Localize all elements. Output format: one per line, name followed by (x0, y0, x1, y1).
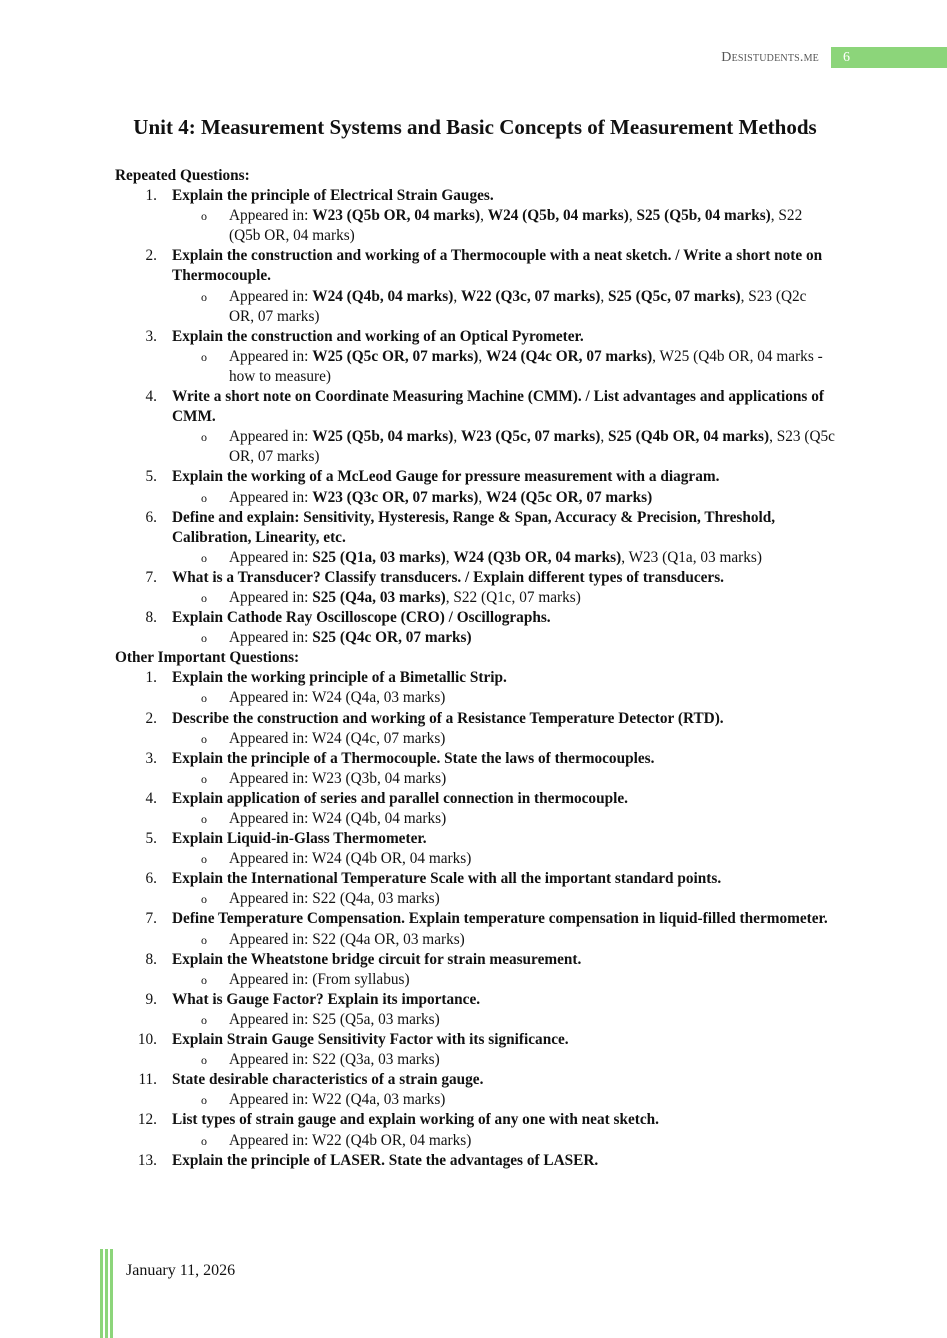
question-item (115, 186, 835, 206)
repeated-questions-list (115, 186, 835, 648)
question-text: Explain the International Temperature Scale with all the important standard points. (172, 870, 722, 888)
question-item (115, 246, 835, 286)
appeared-in-text: Appeared in: W23 (Q3b, 04 marks) (229, 769, 447, 787)
question-text: Explain the principle of Electrical Strain Gauges. (172, 187, 494, 205)
appeared-in-line (115, 849, 835, 869)
appeared-in-text: Appeared in: W24 (Q4b OR, 04 marks) (229, 850, 472, 868)
appeared-in-text: Appeared in: S22 (Q4a OR, 03 marks) (229, 930, 465, 948)
appeared-prefix: Appeared in: (229, 347, 313, 365)
question-item (115, 1110, 835, 1130)
question-item (115, 668, 835, 688)
bullet-icon: o (201, 1133, 207, 1148)
question-text-wrap (157, 508, 835, 548)
appeared-in-text (229, 628, 835, 648)
appeared-segment: W24 (Q5c OR, 07 marks) (486, 488, 653, 506)
site-brand: Desistudents.me (721, 49, 819, 65)
appeared-segment: W25 (Q5c OR, 07 marks) (312, 347, 479, 365)
question-item (115, 568, 835, 588)
question-text-wrap (157, 869, 721, 889)
appeared-segment: W24 (Q3b OR, 04 marks) (453, 548, 622, 566)
question-text-wrap (157, 909, 828, 929)
appeared-in-line (115, 347, 835, 387)
question-text: Define and explain: Sensitivity, Hysteresis, Range & Span, Accuracy & Precision, Threshold, Calibration, Linearity, etc. (172, 508, 776, 546)
question-number: 7. (145, 568, 157, 586)
question-text-wrap (157, 950, 581, 970)
question-number: 4. (145, 388, 157, 406)
appeared-segment: W24 (Q4c OR, 07 marks) (486, 347, 653, 365)
question-number: 4. (145, 789, 157, 807)
question-number: 1. (145, 669, 157, 687)
appeared-in-line (115, 427, 835, 467)
appeared-in-line (115, 889, 835, 909)
question-text-wrap (157, 1151, 598, 1171)
question-text-wrap (157, 990, 480, 1010)
bullet-icon: o (201, 209, 207, 224)
appeared-in-line (115, 930, 835, 950)
document-body (115, 166, 835, 1171)
question-number: 8. (145, 609, 157, 627)
appeared-segment: , W25 (Q4b OR, 04 marks - how to measure) (229, 347, 823, 385)
bullet-icon: o (201, 691, 207, 706)
question-text-wrap (157, 1110, 659, 1130)
page-header (721, 47, 947, 68)
question-text-wrap (157, 608, 551, 628)
appeared-segment: S25 (Q4c OR, 07 marks) (312, 629, 472, 647)
bullet-icon: o (201, 430, 207, 445)
footer-bar (100, 1249, 103, 1338)
appeared-in-text: Appeared in: W22 (Q4a, 03 marks) (229, 1091, 446, 1109)
question-text: Explain the principle of a Thermocouple. State the laws of thermocouples. (172, 749, 655, 767)
appeared-in-text: Appeared in: W24 (Q4b, 04 marks) (229, 810, 447, 827)
question-text: What is Gauge Factor? Explain its importance. (172, 990, 481, 1008)
question-text: Describe the construction and working of a Resistance Temperature Detector (RTD). (172, 709, 724, 727)
bullet-icon: o (201, 550, 207, 565)
question-item (115, 1151, 835, 1171)
question-item (115, 950, 835, 970)
appeared-segment: , S22 (Q1c, 07 marks) (445, 588, 581, 606)
appeared-segment: , (478, 488, 487, 506)
other-questions-list (115, 668, 835, 1170)
question-number: 5. (145, 468, 157, 486)
appeared-segment: S25 (Q4a, 03 marks) (312, 588, 446, 606)
appeared-segment: W23 (Q5b OR, 04 marks) (312, 207, 481, 225)
appeared-prefix: Appeared in: (229, 428, 313, 446)
appeared-segment: W24 (Q5b, 04 marks) (487, 207, 629, 225)
bullet-icon: o (201, 349, 207, 364)
other-questions-heading: Other Important Questions: (115, 649, 300, 667)
question-text-wrap (157, 1070, 483, 1090)
question-text-wrap (157, 387, 835, 427)
question-text: State desirable characteristics of a strain gauge. (172, 1071, 484, 1089)
question-number: 6. (145, 870, 157, 888)
appeared-segment: S25 (Q5b, 04 marks) (636, 207, 771, 225)
question-text-wrap (157, 1030, 569, 1050)
bullet-icon: o (201, 932, 207, 947)
question-text-wrap (157, 749, 654, 769)
footer-bar (110, 1249, 113, 1338)
question-text: Explain Liquid-in-Glass Thermometer. (172, 830, 427, 848)
appeared-prefix: Appeared in: (229, 588, 313, 606)
appeared-prefix: Appeared in: (229, 488, 313, 506)
appeared-in-line (115, 729, 835, 749)
appeared-in-text (229, 287, 835, 327)
question-text: Explain Cathode Ray Oscilloscope (CRO) / Oscillographs. (172, 609, 551, 627)
bullet-icon: o (201, 1012, 207, 1027)
question-number: 11. (138, 1071, 157, 1089)
question-text: What is a Transducer? Classify transducers. / Explain different types of transducers. (172, 568, 724, 586)
question-number: 6. (145, 508, 157, 526)
question-text: Explain the construction and working of an Optical Pyrometer. (172, 327, 584, 345)
appeared-in-text: Appeared in: S22 (Q3a, 03 marks) (229, 1051, 440, 1069)
appeared-in-line (115, 1010, 835, 1030)
question-text-wrap (157, 467, 719, 487)
question-text-wrap (157, 246, 835, 286)
appeared-in-line (115, 548, 835, 568)
appeared-segment: W23 (Q5c, 07 marks) (461, 428, 601, 446)
appeared-segment: , (600, 428, 609, 446)
appeared-segment: W23 (Q3c OR, 07 marks) (312, 488, 479, 506)
appeared-segment: S25 (Q4b OR, 04 marks) (608, 428, 770, 446)
appeared-in-text: Appeared in: S25 (Q5a, 03 marks) (229, 1010, 440, 1028)
question-number: 10. (137, 1031, 157, 1049)
question-number: 3. (145, 749, 157, 767)
question-number: 3. (145, 327, 157, 345)
appeared-segment: , W23 (Q1a, 03 marks) (621, 548, 762, 566)
appeared-in-line (115, 1131, 835, 1151)
appeared-in-text: Appeared in: W24 (Q4c, 07 marks) (229, 729, 446, 747)
question-number: 2. (145, 247, 157, 265)
appeared-in-line (115, 287, 835, 327)
bullet-icon: o (201, 731, 207, 746)
bullet-icon: o (201, 289, 207, 304)
appeared-in-text (229, 488, 835, 508)
appeared-segment: S25 (Q5c, 07 marks) (608, 287, 741, 305)
appeared-in-text (229, 427, 835, 467)
question-text-wrap (157, 568, 724, 588)
question-item (115, 869, 835, 889)
bullet-icon: o (201, 1053, 207, 1068)
question-text: Write a short note on Coordinate Measuring Machine (CMM). / List advantages and applications of CMM. (172, 388, 824, 426)
appeared-in-text: Appeared in: S22 (Q4a, 03 marks) (229, 890, 440, 908)
appeared-segment: , (445, 548, 454, 566)
question-number: 12. (137, 1111, 157, 1129)
appeared-in-line (115, 970, 835, 990)
question-number: 7. (145, 910, 157, 928)
appeared-prefix: Appeared in: (229, 207, 313, 225)
bullet-icon: o (201, 490, 207, 505)
question-text: Explain the construction and working of a Thermocouple with a neat sketch. / Write a short note on Thermocouple. (172, 247, 823, 285)
question-item (115, 990, 835, 1010)
question-text: Explain the working principle of a Bimetallic Strip. (172, 669, 507, 687)
question-number: 5. (145, 830, 157, 848)
appeared-segment: , (628, 207, 637, 225)
appeared-segment: , S23 (Q2c OR, 07 marks) (229, 287, 807, 325)
appeared-in-line (115, 1090, 835, 1110)
question-number: 1. (145, 187, 157, 205)
footer-bar (105, 1249, 108, 1338)
appeared-segment: , (478, 347, 487, 365)
question-item (115, 1070, 835, 1090)
appeared-in-text (229, 206, 835, 246)
appeared-in-text (229, 347, 835, 387)
question-text-wrap (157, 186, 494, 206)
appeared-in-line (115, 588, 835, 608)
appeared-in-line (115, 809, 835, 829)
appeared-segment: , (453, 428, 461, 446)
bullet-icon: o (201, 631, 207, 646)
bullet-icon: o (201, 590, 207, 605)
appeared-segment: W24 (Q4b, 04 marks) (312, 287, 454, 305)
bullet-icon: o (201, 812, 207, 826)
question-item (115, 467, 835, 487)
question-item (115, 789, 835, 809)
question-text: Explain the Wheatstone bridge circuit for strain measurement. (172, 950, 582, 968)
appeared-in-text (229, 548, 835, 568)
question-text-wrap (157, 709, 724, 729)
appeared-in-text: Appeared in: (From syllabus) (229, 970, 410, 988)
page-title: Unit 4: Measurement Systems and Basic Concepts of Measurement Methods (133, 115, 817, 139)
question-number: 9. (145, 990, 157, 1008)
question-number: 8. (145, 950, 157, 968)
repeated-questions-heading: Repeated Questions: (115, 167, 250, 184)
page-number: 6 (831, 47, 947, 68)
appeared-in-text: Appeared in: W22 (Q4b OR, 04 marks) (229, 1131, 472, 1149)
question-text: Explain the principle of LASER. State the advantages of LASER. (172, 1151, 599, 1169)
question-text-wrap (157, 789, 628, 809)
appeared-segment: S25 (Q1a, 03 marks) (312, 548, 446, 566)
question-item (115, 709, 835, 729)
question-number: 2. (145, 709, 157, 727)
question-text: List types of strain gauge and explain working of any one with neat sketch. (172, 1111, 659, 1129)
footer-date: January 11, 2026 (126, 1262, 236, 1279)
question-text-wrap (157, 829, 427, 849)
appeared-segment: , (600, 287, 609, 305)
question-text: Explain the working of a McLeod Gauge for pressure measurement with a diagram. (172, 468, 720, 486)
question-item (115, 749, 835, 769)
question-item (115, 829, 835, 849)
question-item (115, 1030, 835, 1050)
appeared-segment: , (480, 207, 488, 225)
footer-accent-bars (100, 1249, 114, 1338)
bullet-icon: o (201, 892, 207, 907)
question-number: 13. (137, 1151, 157, 1169)
question-text: Define Temperature Compensation. Explain temperature compensation in liquid-filled thermometer. (172, 910, 828, 928)
appeared-prefix: Appeared in: (229, 287, 313, 305)
question-text-wrap (157, 327, 584, 347)
appeared-in-line (115, 1050, 835, 1070)
appeared-prefix: Appeared in: (229, 629, 313, 647)
appeared-segment: , (453, 287, 461, 305)
appeared-in-line (115, 206, 835, 246)
bullet-icon: o (201, 852, 207, 867)
bullet-icon: o (201, 771, 207, 786)
appeared-in-line (115, 688, 835, 708)
bullet-icon: o (201, 972, 207, 987)
appeared-segment: , S23 (Q5c OR, 07 marks) (229, 428, 835, 466)
appeared-segment: W22 (Q3c, 07 marks) (461, 287, 601, 305)
appeared-in-line (115, 488, 835, 508)
question-item (115, 327, 835, 347)
appeared-prefix: Appeared in: (229, 548, 313, 566)
appeared-segment: W25 (Q5b, 04 marks) (312, 428, 454, 446)
question-item (115, 909, 835, 929)
question-item (115, 608, 835, 628)
question-item (115, 508, 835, 548)
appeared-in-line (115, 769, 835, 789)
appeared-segment: , S22 (Q5b OR, 04 marks) (229, 207, 803, 245)
appeared-in-text (229, 588, 835, 608)
appeared-in-line (115, 628, 835, 648)
question-text: Explain application of series and parallel connection in thermocouple. (172, 789, 628, 807)
appeared-in-text: Appeared in: W24 (Q4a, 03 marks) (229, 689, 446, 707)
bullet-icon: o (201, 1093, 207, 1108)
question-text-wrap (157, 668, 507, 688)
question-text: Explain Strain Gauge Sensitivity Factor with its significance. (172, 1031, 569, 1049)
question-item (115, 387, 835, 427)
